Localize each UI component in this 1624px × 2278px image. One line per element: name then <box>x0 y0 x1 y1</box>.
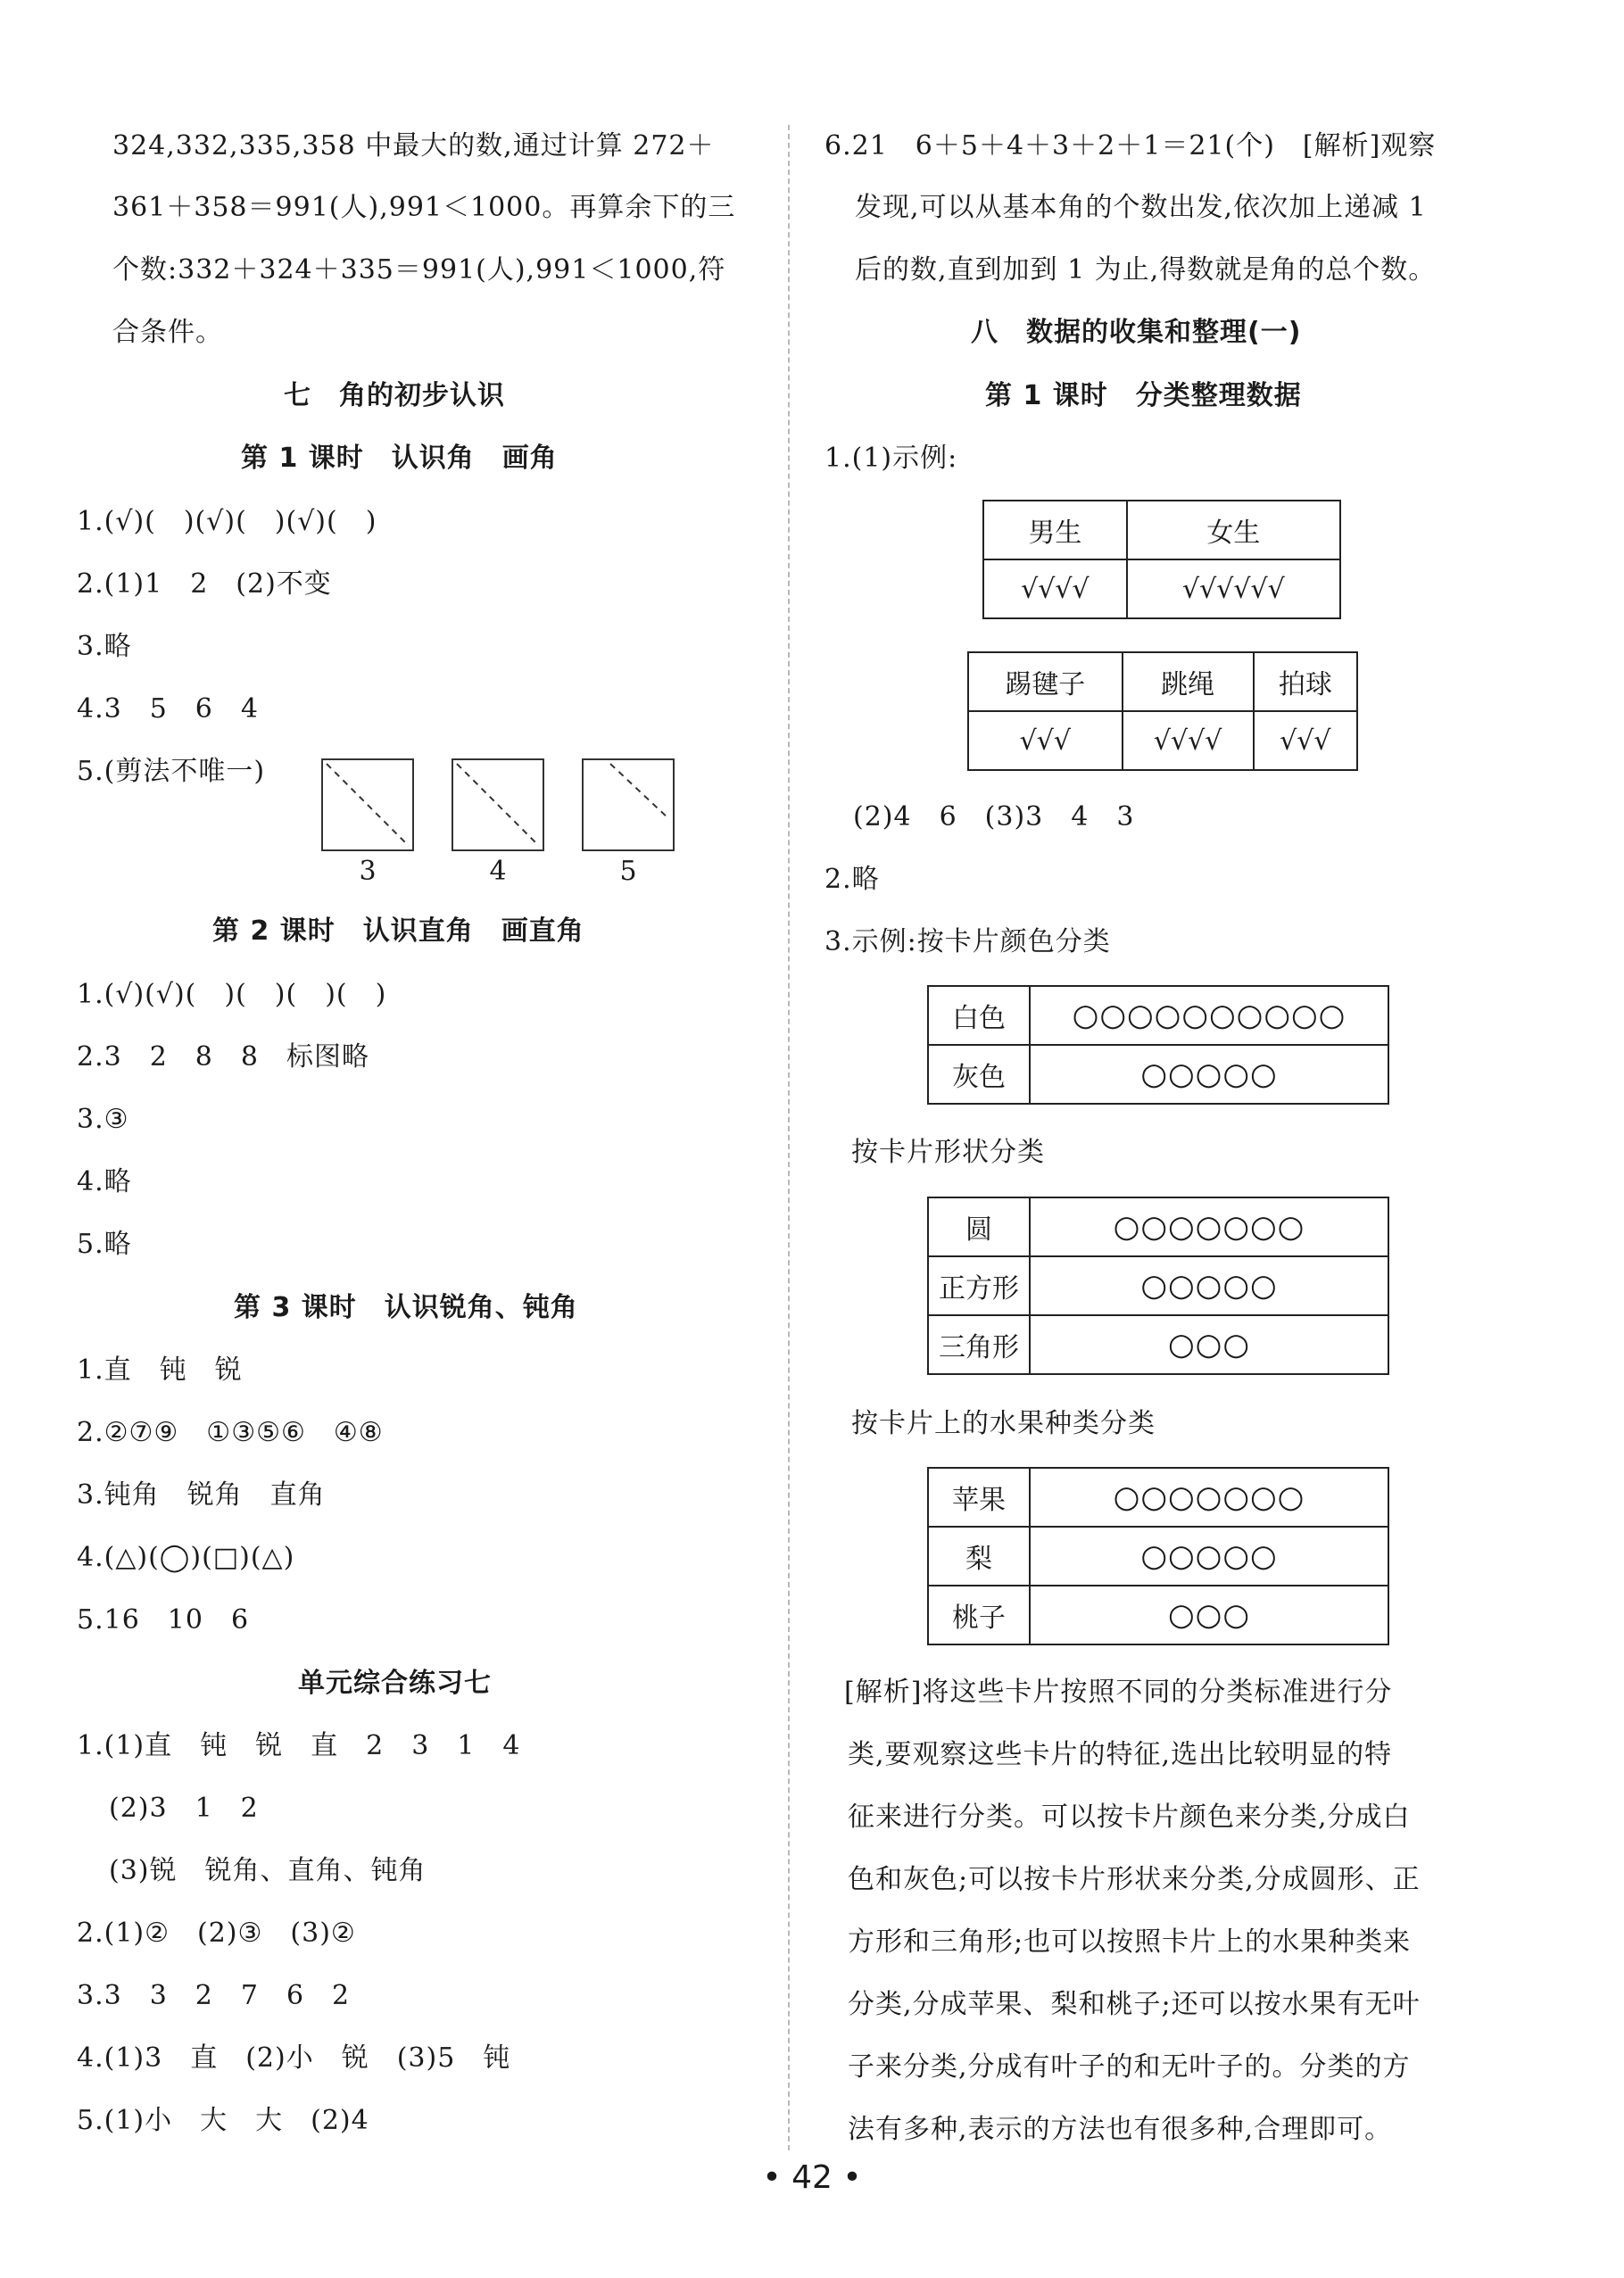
analysis-line: 方形和三角形;也可以按照卡片上的水果种类来 <box>848 1926 1412 1958</box>
answer-line: 2.(1)1 2 (2)不变 <box>77 568 332 600</box>
table-cell: ○○○○○○○○○○ <box>1030 986 1388 1045</box>
chapter-7-title: 七 角的初步认识 <box>284 380 505 411</box>
answer-line: 3.钝角 锐角 直角 <box>77 1479 326 1511</box>
table-cell: ○○○ <box>1030 1586 1388 1644</box>
table-cell: ○○○ <box>1030 1315 1388 1374</box>
table-cell: 正方形 <box>928 1256 1030 1315</box>
table-cell: 苹果 <box>928 1468 1030 1527</box>
answer-line: 2.略 <box>824 864 880 895</box>
answer-line: 2.(1)② (2)③ (3)② <box>77 1918 356 1949</box>
table-cell: √√√√ <box>1123 711 1254 770</box>
paragraph-line: 324,332,335,358 中最大的数,通过计算 272＋ <box>112 130 715 162</box>
table-cell: 男生 <box>983 501 1127 559</box>
unit-7-review-title: 单元综合练习七 <box>298 1668 492 1699</box>
answer-line: 1.(1)直 钝 锐 直 2 3 1 4 <box>77 1730 521 1761</box>
lesson-title: 第 1 课时 分类整理数据 <box>985 380 1302 411</box>
caption: 按卡片上的水果种类分类 <box>851 1408 1156 1439</box>
gender-table <box>982 500 1341 619</box>
shape-table <box>927 1197 1389 1375</box>
page-number: • 42 • <box>762 2159 862 2196</box>
answer-line: 4.略 <box>77 1166 132 1197</box>
answer-line: (2)4 6 (3)3 4 3 <box>853 801 1135 833</box>
answer-line: 5.16 10 6 <box>77 1604 250 1636</box>
table-cell: 圆 <box>928 1197 1030 1256</box>
table-cell: ○○○○○ <box>1030 1256 1388 1315</box>
paragraph-line: 合条件。 <box>112 317 223 348</box>
table-cell: 灰色 <box>928 1045 1030 1104</box>
answer-line: 4.(1)3 直 (2)小 锐 (3)5 钝 <box>77 2042 511 2074</box>
color-table <box>927 985 1389 1105</box>
cut-square-figure <box>582 758 675 851</box>
column-divider <box>788 125 790 2150</box>
table-cell: ○○○○○ <box>1030 1045 1388 1104</box>
chapter-8-title: 八 数据的收集和整理(一) <box>971 317 1302 348</box>
answer-line: 1.(√)(√)( )( )( )( ) <box>77 979 387 1010</box>
table-cell: √√√√ <box>983 559 1127 618</box>
cut-square-figure <box>452 758 544 851</box>
answer-line: (2)3 1 2 <box>109 1793 259 1824</box>
analysis-line: 征来进行分类。可以按卡片颜色来分类,分成白 <box>848 1802 1411 1833</box>
table-cell: 桃子 <box>928 1586 1030 1644</box>
analysis-line: 色和灰色;可以按卡片形状来分类,分成圆形、正 <box>848 1864 1421 1895</box>
table-cell: 三角形 <box>928 1315 1030 1374</box>
table-cell: ○○○○○○○ <box>1030 1468 1388 1527</box>
lesson-2-title: 第 2 课时 认识直角 画直角 <box>212 915 584 947</box>
square-label: 5 <box>619 856 637 887</box>
analysis-line: 类,要观察这些卡片的特征,选出比较明显的特 <box>848 1739 1393 1770</box>
table-cell: ○○○○○ <box>1030 1527 1388 1586</box>
table-cell: ○○○○○○○ <box>1030 1197 1388 1256</box>
analysis-line: 法有多种,表示的方法也有很多种,合理即可。 <box>848 2114 1393 2145</box>
table-cell: 拍球 <box>1254 652 1357 711</box>
answer-line: (3)锐 锐角、直角、钝角 <box>109 1855 427 1886</box>
answer-line: 3.3 3 2 7 6 2 <box>77 1980 351 2011</box>
cut-square-figure <box>321 758 414 851</box>
paragraph-line: 个数:332＋324＋335＝991(人),991＜1000,符 <box>112 254 726 286</box>
table-cell: √√√ <box>968 711 1123 770</box>
analysis-line: 分类,分成苹果、梨和桃子;还可以按水果有无叶 <box>848 1989 1421 2020</box>
answer-line: 2.②⑦⑨ ①③⑤⑥ ④⑧ <box>77 1417 384 1448</box>
answer-line: 1.直 钝 锐 <box>77 1354 243 1386</box>
paragraph-line: 361＋358＝991(人),991＜1000。再算余下的三 <box>112 192 736 223</box>
fruit-table <box>927 1467 1389 1645</box>
answer-line: 2.3 2 8 8 标图略 <box>77 1041 369 1073</box>
answer-line: 1.(√)( )(√)( )(√)( ) <box>77 506 377 537</box>
answer-line: 3.③ <box>77 1104 129 1135</box>
answer-line: 5.(1)小 大 大 (2)4 <box>77 2105 369 2136</box>
analysis-line: [解析]将这些卡片按照不同的分类标准进行分 <box>844 1677 1393 1708</box>
answer-line: 4.3 5 6 4 <box>77 693 259 725</box>
answer-line: 5.略 <box>77 1229 132 1260</box>
table-cell: 跳绳 <box>1123 652 1254 711</box>
table-cell: 踢毽子 <box>968 652 1123 711</box>
table-cell: 梨 <box>928 1527 1030 1586</box>
answer-line: 1.(1)示例: <box>824 443 958 474</box>
caption: 按卡片形状分类 <box>851 1137 1045 1168</box>
answer-line: 后的数,直到加到 1 为止,得数就是角的总个数。 <box>855 254 1437 286</box>
table-cell: √√√√√√ <box>1127 559 1340 618</box>
table-cell: 白色 <box>928 986 1030 1045</box>
square-label: 4 <box>489 856 507 887</box>
answer-line: 6.21 6＋5＋4＋3＋2＋1＝21(个) [解析]观察 <box>824 130 1437 162</box>
table-cell: 女生 <box>1127 501 1340 559</box>
answer-line: 5.(剪法不唯一) <box>77 756 266 787</box>
square-label: 3 <box>359 856 377 887</box>
activity-table <box>967 651 1358 771</box>
answer-line: 3.略 <box>77 631 132 662</box>
lesson-3-title: 第 3 课时 认识锐角、钝角 <box>234 1292 578 1323</box>
answer-line: 4.(△)(◯)(□)(△) <box>77 1542 295 1573</box>
answer-line: 发现,可以从基本角的个数出发,依次加上递减 1 <box>855 192 1427 223</box>
analysis-line: 子来分类,分成有叶子的和无叶子的。分类的方 <box>848 2051 1411 2083</box>
answer-line: 3.示例:按卡片颜色分类 <box>824 926 1111 957</box>
table-cell: √√√ <box>1254 711 1357 770</box>
lesson-1-title: 第 1 课时 认识角 画角 <box>241 443 558 474</box>
